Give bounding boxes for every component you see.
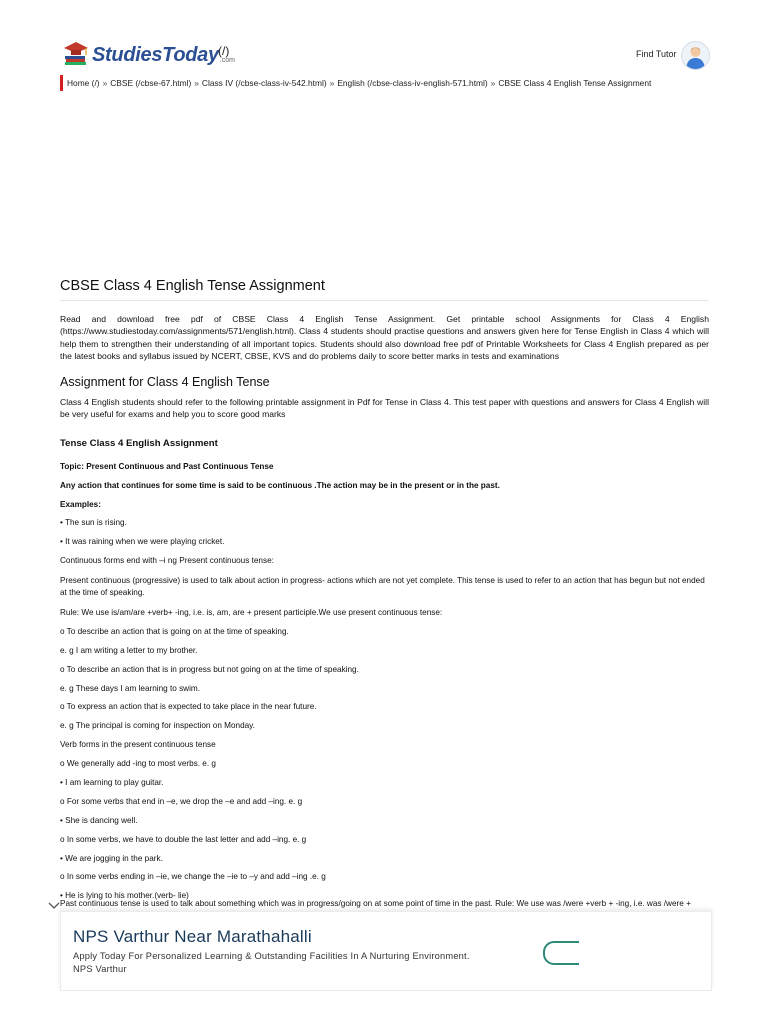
list-item: o For some verbs that end in –e, we drop the –e and add –ing. e. g [60,796,303,806]
site-header [0,0,768,100]
breadcrumb-separator: » [490,78,496,88]
list-item: • It was raining when we were playing cricket. [60,537,225,547]
breadcrumb-separator: » [194,78,199,88]
ad-title[interactable]: NPS Varthur Near Marathahalli [73,927,312,946]
section-title: Tense Class 4 English Assignment [60,437,218,449]
breadcrumb-cbse[interactable]: CBSE (/cbse-67.html) [110,78,192,88]
breadcrumb-separator: » [329,78,335,88]
list-item: o To describe an action that is in progress but not going on at the time of speaking. [60,664,359,674]
breadcrumb-class-iv[interactable]: Class IV (/cbse-class-iv-542.html) [201,78,327,88]
breadcrumb-separator: » [102,78,108,88]
definition-line: Any action that continues for some time is said to be continuous .The action may be in the present or in the past. [60,480,500,490]
home-link[interactable]: (/) [218,44,230,58]
topic-line: Topic: Present Continuous and Past Continuous Tense [60,461,274,471]
breadcrumb-home[interactable]: Home (/) [67,78,100,88]
breadcrumb-english[interactable]: English (/cbse-class-iv-english-571.html) [337,78,488,88]
find-tutor-link[interactable]: Find Tutor [636,49,677,59]
breadcrumb-marker [60,75,63,91]
list-item: e. g I am writing a letter to my brother. [60,645,198,655]
ad-cta-button[interactable] [543,941,579,965]
content-line: Present continuous (progressive) is used to talk about action in progress- actions which are not yet complete. This tense is used to refer to an action that has begun but not ended at the time of speaking. [60,576,705,598]
content-line: Continuous forms end with –i ng Present continuous tense: [60,556,274,566]
graduation-cap-icon [62,40,90,66]
list-item: • We are jogging in the park. [60,853,163,863]
site-logo[interactable] [62,40,235,66]
list-item: • She is dancing well. [60,815,138,825]
logo-text: StudiesToday [92,44,219,66]
breadcrumb-current: CBSE Class 4 English Tense Assignment [498,78,652,88]
content-line-partial: Past continuous tense is used to talk about something which was in progress/going on at some point of time in the past. Rule: We use was /were +verb + -ing, i.e. was /were + [60,899,691,908]
list-item: • He is lying to his mother.(verb- lie) [60,891,189,901]
chevron-down-icon[interactable] [46,899,62,911]
content-line: Verb forms in the present continuous tense [60,740,216,750]
content-line: Rule: We use is/am/are +verb+ -ing, i.e. is, am, are + present participle.We use present continuous tense: [60,608,443,618]
article [60,276,709,901]
ad-banner[interactable] [60,911,712,991]
list-item: o In some verbs, we have to double the last letter and add –ing. e. g [60,834,307,844]
tutor-avatar-icon[interactable] [681,41,710,70]
list-item: e. g These days I am learning to swim. [60,683,201,693]
ad-brand: NPS Varthur [73,964,127,974]
list-item: o To express an action that is expected to take place in the near future. [60,702,317,712]
list-item: o To describe an action that is going on at the time of speaking. [60,626,289,636]
list-item: o In some verbs ending in –ie, we change the –ie to –y and add –ing .e. g [60,872,326,882]
ad-description: Apply Today For Personalized Learning & Outstanding Facilities In A Nurturing Environment. [73,951,470,961]
breadcrumb [60,75,651,91]
article-subtitle: Assignment for Class 4 English Tense [60,375,270,390]
page-title: CBSE Class 4 English Tense Assignment [60,276,709,301]
article-intro-2: Class 4 English students should refer to the following printable assignment in Pdf for Tense in Class 4. This test paper with questions and answers for Class 4 English will be very useful for exams and help you to score good marks [60,397,709,420]
examples-label: Examples: [60,499,101,509]
list-item: o We generally add -ing to most verbs. e. g [60,759,216,769]
list-item: • I am learning to play guitar. [60,778,164,788]
list-item: • The sun is rising. [60,518,127,528]
list-item: e. g The principal is coming for inspection on Monday. [60,721,255,731]
logo-com: .com [219,57,235,64]
article-intro: Read and download free pdf of CBSE Class 4 English Tense Assignment. Get printable school Assignments for Class 4 English (https://www.studiestoday.com/assignments/571/english.html). Class 4 students should practise questions and answers given here for Tense English in Class 4 which will help them to strengthen their understanding of all important topics. Students should also download free pdf of Printable Worksheets for Class 4 English prepared as per the latest books and syllabus issued by NCERT, CBSE, KVS and do problems daily to score better marks in tests and examinations [60,314,709,361]
